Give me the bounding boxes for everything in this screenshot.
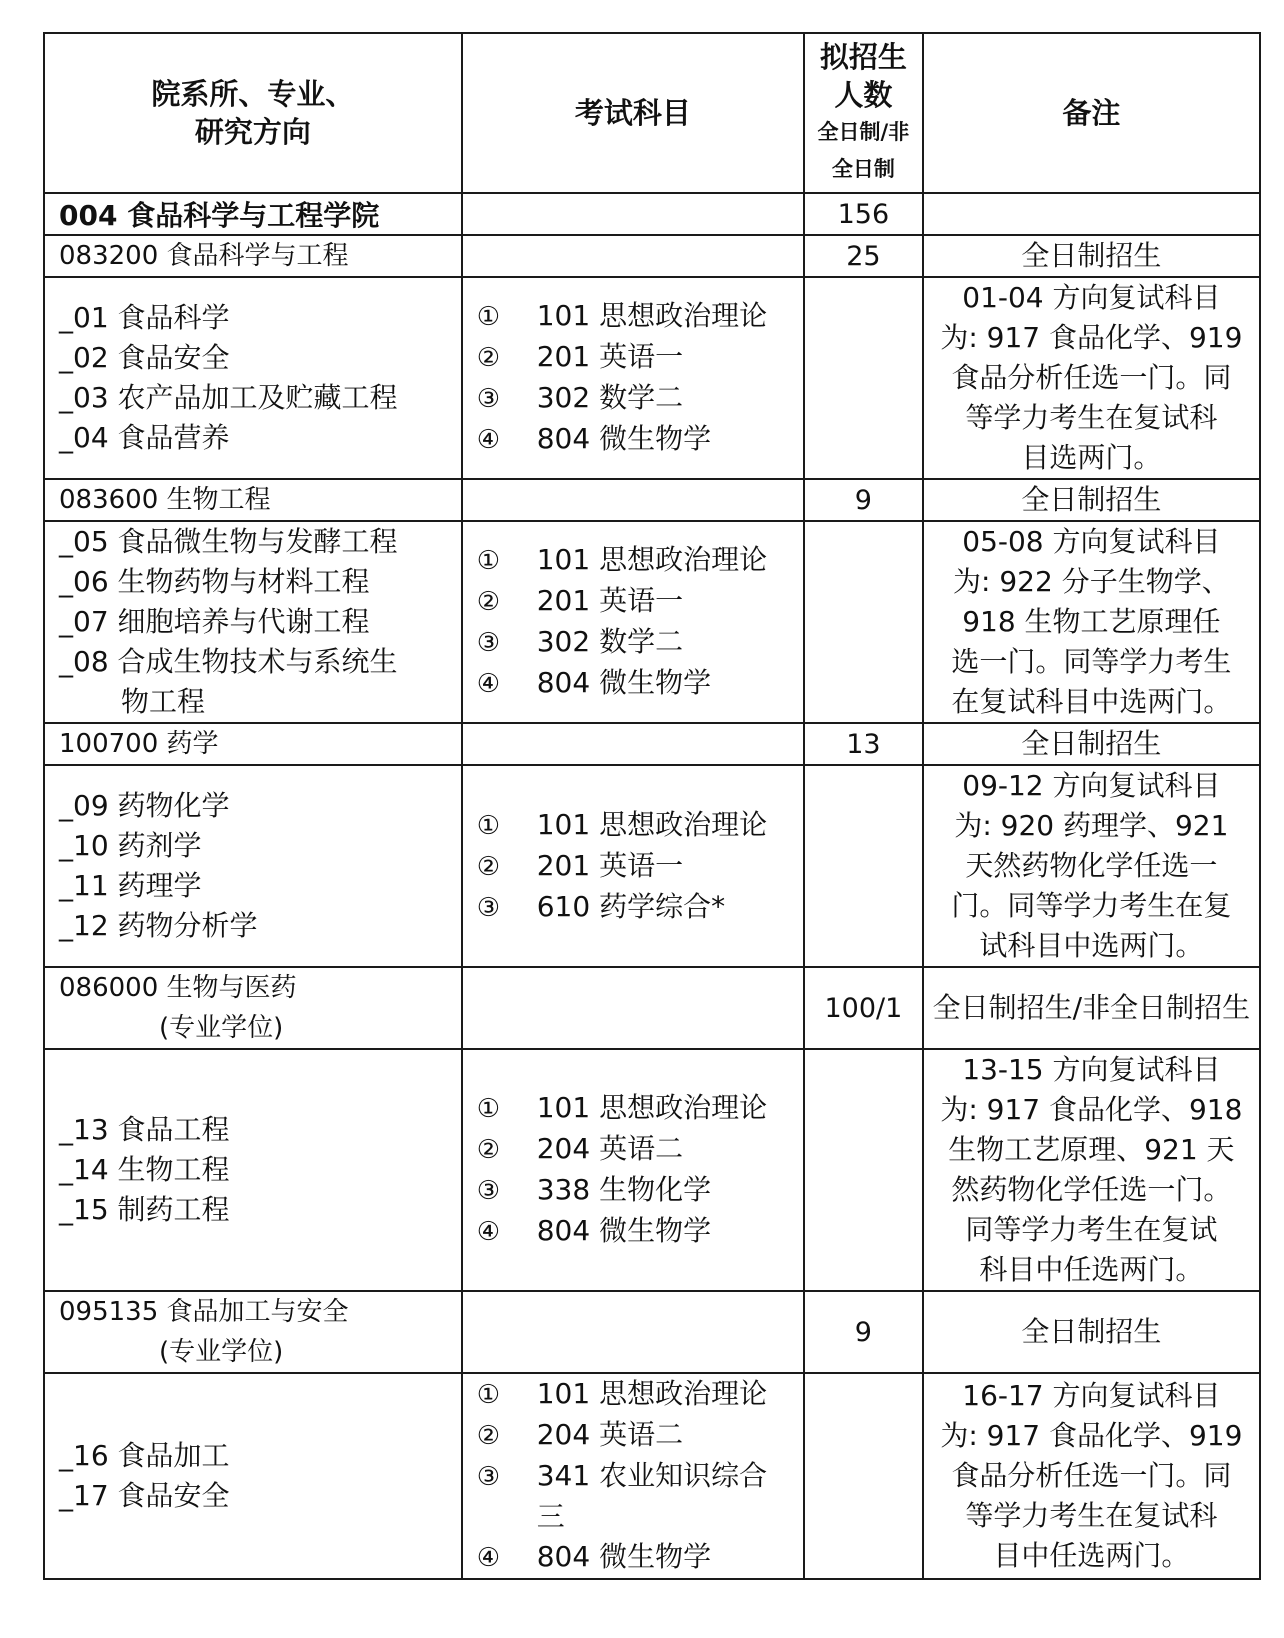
remark-line: 05-08 方向复试科目	[962, 525, 1221, 558]
subject-item	[477, 1374, 803, 1415]
remark-line: 在复试科目中选两门。	[951, 685, 1232, 718]
directions-count-empty	[804, 277, 923, 479]
remark-line: 为: 917 食品化学、919	[940, 1419, 1243, 1452]
subject-name: 302 数学二	[536, 625, 684, 658]
major-enrollment-type: 全日制招生	[923, 235, 1260, 277]
subject-name: 三	[536, 1500, 565, 1533]
subject-item	[477, 581, 803, 622]
subject-item	[477, 805, 803, 846]
subject-number: ②	[476, 851, 501, 882]
subject-number: ②	[476, 343, 501, 373]
remark-line: 目选两门。	[1021, 441, 1162, 474]
subject-number: ①	[476, 546, 501, 576]
major-count: 100/1	[804, 967, 923, 1049]
subject-number: ②	[476, 1135, 501, 1165]
major-row	[44, 967, 1260, 1049]
exam-subjects	[462, 521, 804, 723]
header-col-department	[44, 33, 462, 193]
direction-item: _06 生物药物与材料工程	[59, 565, 370, 598]
school-name: 004 食品科学与工程学院	[44, 193, 462, 235]
subject-name: 338 生物化学	[536, 1173, 712, 1206]
subject-name: 302 数学二	[536, 381, 684, 414]
major-name	[44, 1291, 462, 1373]
remark-line: 目中任选两门。	[993, 1539, 1190, 1572]
subject-number: ①	[476, 302, 501, 332]
enrollment-table	[43, 32, 1261, 1580]
subject-item	[477, 1456, 803, 1497]
major-subjects-empty	[462, 479, 804, 521]
subject-name: 204 英语二	[536, 1132, 684, 1165]
remark-line: 门。同等学力考生在复	[951, 889, 1232, 922]
remark-line: 选一门。同等学力考生	[951, 645, 1232, 678]
header-col-count	[804, 33, 923, 193]
direction-item: _15 制药工程	[59, 1193, 230, 1226]
remark-line: 为: 922 分子生物学、	[953, 565, 1230, 598]
direction-item: _09 药物化学	[59, 789, 230, 822]
subject-number: ①	[476, 1094, 501, 1124]
major-row	[44, 479, 1260, 521]
subject-name: 101 思想政治理论	[536, 1377, 768, 1410]
major-enrollment-type: 全日制招生	[923, 479, 1260, 521]
header-count-line2: 人数	[834, 78, 893, 112]
major-count: 9	[804, 479, 923, 521]
remark-line: 然药物化学任选一门。	[951, 1173, 1232, 1206]
direction-item: _10 药剂学	[59, 829, 202, 862]
subject-number: ③	[476, 892, 501, 923]
direction-item: _04 食品营养	[59, 421, 230, 454]
directions-row	[44, 765, 1260, 967]
subject-number: ②	[476, 587, 501, 617]
subject-number: ④	[476, 425, 501, 455]
major-name	[44, 723, 462, 765]
research-directions	[44, 1373, 462, 1579]
major-code-name: 095135 食品加工与安全	[59, 1297, 349, 1327]
direction-item: _12 药物分析学	[59, 909, 258, 942]
major-code-name: 100700 药学	[59, 729, 219, 759]
direction-item: _16 食品加工	[59, 1439, 230, 1472]
subject-name: 201 英语一	[536, 584, 684, 617]
research-directions	[44, 1049, 462, 1291]
subject-item	[477, 378, 803, 419]
subject-item	[477, 622, 803, 663]
school-count: 156	[804, 193, 923, 235]
subject-number: ③	[476, 628, 501, 658]
subject-number: ④	[476, 1217, 501, 1247]
direction-item: _05 食品微生物与发酵工程	[59, 525, 398, 558]
major-name	[44, 967, 462, 1049]
exam-subjects	[462, 277, 804, 479]
remark-line: 天然药物化学任选一	[965, 849, 1218, 882]
remark-line: 16-17 方向复试科目	[962, 1379, 1221, 1412]
subject-item	[477, 1129, 803, 1170]
remark-line: 等学力考生在复试科	[965, 1499, 1218, 1532]
retest-remark	[923, 1049, 1260, 1291]
header-col-department-line2: 研究方向	[194, 115, 311, 149]
subject-name: 204 英语二	[536, 1418, 684, 1451]
remark-line: 生物工艺原理、921 天	[948, 1133, 1235, 1166]
direction-item: _13 食品工程	[59, 1113, 230, 1146]
major-name	[44, 235, 462, 277]
retest-remark	[923, 521, 1260, 723]
major-subjects-empty	[462, 1291, 804, 1373]
subject-name: 341 农业知识综合	[536, 1459, 768, 1492]
major-enrollment-type: 全日制招生	[923, 723, 1260, 765]
major-code-name: 083600 生物工程	[59, 485, 271, 515]
subject-name: 201 英语一	[536, 340, 684, 373]
subject-item	[477, 1497, 803, 1537]
remark-line: 科目中任选两门。	[979, 1253, 1204, 1286]
directions-count-empty	[804, 521, 923, 723]
major-degree-type: (专业学位)	[159, 1013, 284, 1043]
subject-number: ③	[476, 1462, 501, 1492]
subject-number: ④	[476, 669, 501, 699]
remark-line: 等学力考生在复试科	[965, 401, 1218, 434]
exam-subjects	[462, 1049, 804, 1291]
subject-item	[477, 663, 803, 704]
direction-item: _01 食品科学	[59, 301, 230, 334]
direction-item: _11 药理学	[59, 869, 202, 902]
direction-item: _17 食品安全	[59, 1479, 230, 1512]
direction-item: _03 农产品加工及贮藏工程	[59, 381, 398, 414]
exam-subjects	[462, 1373, 804, 1579]
directions-row	[44, 277, 1260, 479]
major-code-name: 086000 生物与医药	[59, 973, 297, 1003]
remark-line: 同等学力考生在复试	[965, 1213, 1218, 1246]
directions-count-empty	[804, 1049, 923, 1291]
header-count-sub1: 全日制/非	[817, 120, 910, 144]
retest-remark	[923, 1373, 1260, 1579]
exam-subjects	[462, 765, 804, 967]
subject-item	[477, 1170, 803, 1211]
subject-name: 804 微生物学	[536, 1214, 712, 1247]
major-row	[44, 1291, 1260, 1373]
subject-name: 101 思想政治理论	[536, 1091, 768, 1124]
header-col-department-line1: 院系所、专业、	[151, 77, 355, 111]
remark-line: 01-04 方向复试科目	[962, 281, 1221, 314]
remark-line: 918 生物工艺原理任	[962, 605, 1221, 638]
school-notes-empty	[923, 193, 1260, 235]
subject-item	[477, 1088, 803, 1129]
major-name	[44, 479, 462, 521]
retest-remark	[923, 765, 1260, 967]
subject-name: 201 英语一	[536, 848, 684, 882]
remark-line: 食品分析任选一门。同	[951, 1459, 1232, 1492]
subject-name: 101 思想政治理论	[536, 543, 768, 576]
research-directions	[44, 521, 462, 723]
remark-line: 为: 917 食品化学、918	[940, 1093, 1243, 1126]
subject-number: ③	[476, 384, 501, 414]
retest-remark	[923, 277, 1260, 479]
major-row	[44, 723, 1260, 765]
major-subjects-empty	[462, 723, 804, 765]
major-count: 9	[804, 1291, 923, 1373]
subject-name: 804 微生物学	[536, 1540, 712, 1573]
header-count-line1: 拟招生	[819, 40, 907, 74]
school-row	[44, 193, 1260, 235]
subject-number: ②	[476, 1421, 501, 1451]
direction-item: 物工程	[121, 685, 206, 718]
subject-item	[477, 846, 803, 887]
subject-item	[477, 1537, 803, 1578]
subject-item	[477, 1211, 803, 1252]
remark-line: 13-15 方向复试科目	[962, 1053, 1221, 1086]
subject-name: 804 微生物学	[536, 666, 712, 699]
remark-line: 为: 917 食品化学、919	[940, 321, 1243, 354]
subject-item	[477, 1415, 803, 1456]
subject-name: 101 思想政治理论	[536, 299, 768, 332]
subject-number: ④	[476, 1543, 501, 1573]
subject-name: 610 药学综合*	[536, 889, 726, 923]
header-col-notes: 备注	[923, 33, 1260, 193]
directions-count-empty	[804, 765, 923, 967]
subject-number: ③	[476, 1176, 501, 1206]
subject-item	[477, 887, 803, 928]
subject-name: 101 思想政治理论	[536, 807, 768, 841]
subject-number: ①	[476, 1380, 501, 1410]
directions-row	[44, 1049, 1260, 1291]
remark-line: 为: 920 药理学、921	[954, 809, 1229, 842]
subject-item	[477, 337, 803, 378]
major-subjects-empty	[462, 967, 804, 1049]
major-row	[44, 235, 1260, 277]
research-directions	[44, 277, 462, 479]
remark-line: 食品分析任选一门。同	[951, 361, 1232, 394]
header-count-sub2: 全日制	[831, 157, 895, 181]
major-count: 25	[804, 235, 923, 277]
direction-item: _02 食品安全	[59, 341, 230, 374]
research-directions	[44, 765, 462, 967]
direction-item: _08 合成生物技术与系统生	[59, 645, 398, 678]
direction-item: _14 生物工程	[59, 1153, 230, 1186]
directions-count-empty	[804, 1373, 923, 1579]
direction-item: _07 细胞培养与代谢工程	[59, 605, 370, 638]
directions-row	[44, 1373, 1260, 1579]
table-header-row	[44, 33, 1260, 193]
subject-item	[477, 419, 803, 460]
subject-item	[477, 540, 803, 581]
header-col-subjects: 考试科目	[462, 33, 804, 193]
major-degree-type: (专业学位)	[159, 1337, 284, 1367]
major-subjects-empty	[462, 235, 804, 277]
directions-row	[44, 521, 1260, 723]
major-enrollment-type: 全日制招生/非全日制招生	[923, 967, 1260, 1049]
major-count: 13	[804, 723, 923, 765]
subject-item	[477, 296, 803, 337]
major-code-name: 083200 食品科学与工程	[59, 241, 349, 271]
major-enrollment-type: 全日制招生	[923, 1291, 1260, 1373]
subject-name: 804 微生物学	[536, 422, 712, 455]
remark-line: 试科目中选两门。	[979, 929, 1204, 962]
school-subjects-empty	[462, 193, 804, 235]
remark-line: 09-12 方向复试科目	[962, 769, 1221, 802]
subject-number: ①	[476, 810, 501, 841]
